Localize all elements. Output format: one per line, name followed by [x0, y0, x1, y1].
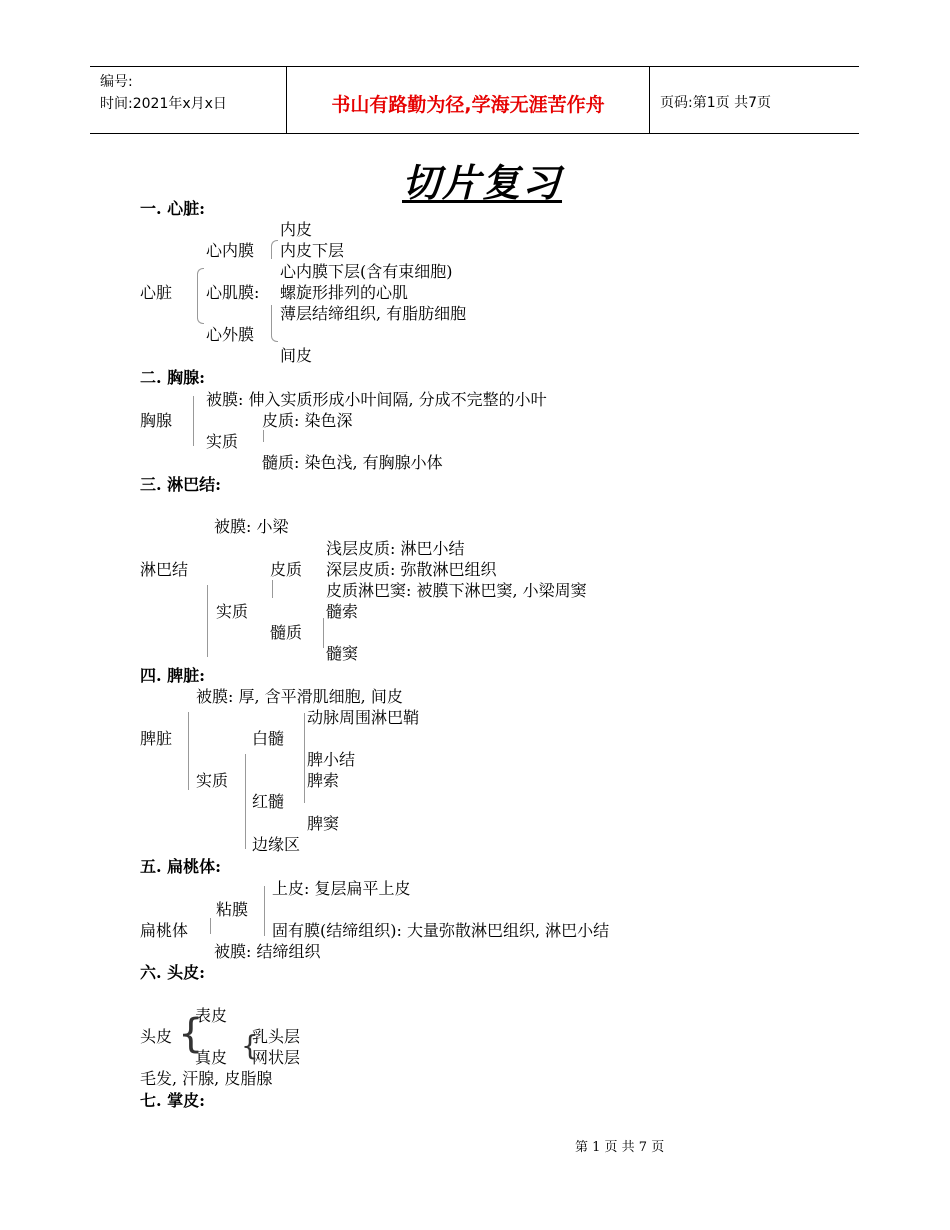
heart-item: 薄层结缔组织, 有脂肪细胞 [280, 304, 467, 323]
brace-icon: { [241, 1029, 259, 1062]
heart-branch-myocardium: 心肌膜: [206, 283, 260, 302]
brace-icon: { [178, 1011, 204, 1057]
lymph-item: 皮质淋巴窦: 被膜下淋巴窦, 小梁周窦 [326, 581, 587, 600]
page-header [90, 66, 859, 134]
scalp-epidermis: 表皮 [195, 1006, 228, 1025]
spleen-white-pulp: 白髓 [252, 729, 285, 748]
bracket [323, 618, 330, 648]
bracket [245, 754, 252, 849]
spleen-marginal-zone: 边缘区 [252, 835, 301, 854]
tonsil-root: 扁桃体 [140, 921, 189, 940]
tonsil-item: 上皮: 复层扁平上皮 [272, 879, 411, 898]
section-heading-palm: 七. 掌皮: [140, 1091, 206, 1110]
bracket [271, 305, 278, 342]
spleen-capsule: 被膜: 厚, 含平滑肌细胞, 间皮 [196, 687, 403, 706]
spleen-red-pulp: 红髓 [252, 792, 285, 811]
header-page-label: 页码:第1页 共7页 [660, 95, 771, 111]
scalp-item: 网状层 [252, 1048, 301, 1067]
bracket [272, 580, 279, 598]
lymph-item: 深层皮质: 弥散淋巴组织 [326, 560, 497, 579]
bracket [197, 268, 204, 324]
lymph-capsule: 被膜: 小梁 [214, 517, 289, 536]
bracket [264, 886, 271, 936]
time-label: 时间:2021年x月x日 [100, 96, 227, 112]
scalp-item: 乳头层 [252, 1027, 301, 1046]
thymus-medulla: 髓质: 染色浅, 有胸腺小体 [262, 453, 443, 472]
heart-root: 心脏 [140, 283, 173, 302]
heart-item: 心内膜下层(含有束细胞) [280, 262, 453, 281]
heart-item: 螺旋形排列的心肌 [280, 283, 409, 302]
section-heading-tonsil: 五. 扁桃体: [140, 857, 222, 876]
spleen-item: 脾小结 [307, 750, 356, 769]
thymus-parenchyma: 实质 [206, 432, 239, 451]
thymus-capsule: 被膜: 伸入实质形成小叶间隔, 分成不完整的小叶 [206, 390, 547, 409]
bracket [188, 712, 195, 790]
bracket [210, 918, 217, 934]
thymus-root: 胸腺 [140, 411, 173, 430]
header-motto: 书山有路勤为径,学海无涯苦作舟 [331, 94, 605, 116]
page-title: 切片复习 [402, 160, 563, 205]
spleen-parenchyma: 实质 [196, 771, 229, 790]
bracket [207, 585, 214, 657]
heart-item: 内皮下层 [280, 241, 345, 260]
bracket [193, 396, 200, 446]
scalp-dermis: 真皮 [195, 1048, 228, 1067]
id-label: 编号: [100, 74, 133, 90]
lymph-parenchyma: 实质 [216, 602, 249, 621]
scalp-appendages: 毛发, 汗腺, 皮脂腺 [140, 1069, 273, 1088]
lymph-medulla: 髓质 [270, 623, 303, 642]
header-divider [649, 67, 650, 133]
page-footer: 第 1 页 共 7 页 [575, 1140, 665, 1155]
lymph-item: 浅层皮质: 淋巴小结 [326, 539, 465, 558]
heart-item: 内皮 [280, 220, 313, 239]
bracket [263, 430, 270, 442]
thymus-cortex: 皮质: 染色深 [262, 411, 353, 430]
scalp-root: 头皮 [140, 1027, 173, 1046]
spleen-item: 脾索 [307, 771, 340, 790]
section-heading-thymus: 二. 胸腺: [140, 368, 206, 387]
tonsil-item: 固有膜(结缔组织): 大量弥散淋巴组织, 淋巴小结 [272, 921, 610, 940]
heart-branch-epicardium: 心外膜 [206, 325, 255, 344]
bracket [271, 240, 278, 259]
bracket [304, 713, 311, 803]
lymph-root: 淋巴结 [140, 560, 189, 579]
lymph-cortex: 皮质 [270, 560, 303, 579]
spleen-item: 脾窦 [307, 814, 340, 833]
spleen-item: 动脉周围淋巴鞘 [307, 708, 420, 727]
section-heading-lymph-node: 三. 淋巴结: [140, 475, 222, 494]
header-meta [100, 71, 227, 115]
heart-branch-endocardium: 心内膜 [206, 241, 255, 260]
tonsil-capsule: 被膜: 结缔组织 [214, 942, 321, 961]
spleen-root: 脾脏 [140, 729, 173, 748]
heart-item: 间皮 [280, 346, 313, 365]
lymph-item: 髓窦 [326, 644, 359, 663]
tonsil-mucosa: 粘膜 [216, 900, 249, 919]
section-heading-heart: 一. 心脏: [140, 199, 206, 218]
section-heading-scalp: 六. 头皮: [140, 963, 206, 982]
section-heading-spleen: 四. 脾脏: [140, 666, 206, 685]
lymph-item: 髓索 [326, 602, 359, 621]
